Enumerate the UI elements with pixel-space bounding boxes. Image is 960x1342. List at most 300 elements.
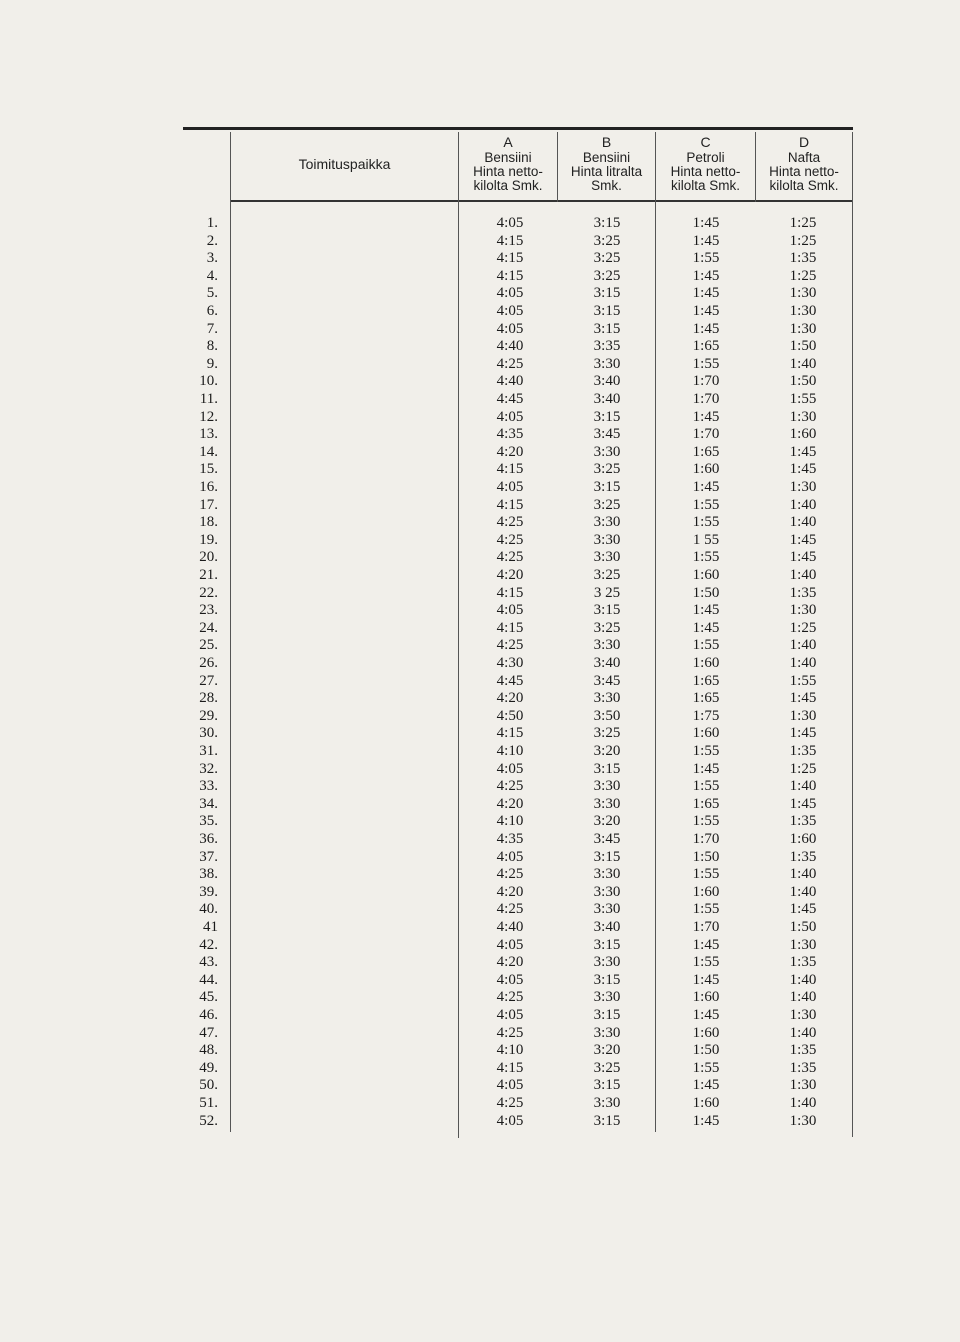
price-c: 1:45 (692, 285, 720, 302)
row-number: 42. (199, 936, 218, 953)
table-row (0, 303, 960, 321)
column-unit: Hinta netto- (473, 164, 543, 179)
price-d: 1:30 (789, 479, 817, 495)
price-a: 4:10 (496, 813, 524, 830)
price-a: 4:25 (496, 549, 524, 566)
price-b: 3:15 (593, 285, 621, 302)
price-a: 4:15 (496, 584, 524, 601)
row-number: 41 (203, 919, 218, 935)
row-number: 13. (199, 426, 218, 443)
price-c: 1:45 (692, 971, 720, 988)
price-b: 3:45 (593, 426, 621, 443)
price-c: 1:45 (692, 303, 720, 319)
row-number: 30. (199, 725, 218, 742)
price-c: 1:45 (692, 267, 720, 284)
row-number: 1. (206, 215, 218, 231)
price-a: 4:20 (496, 443, 524, 460)
table-row (0, 497, 960, 515)
price-a: 4:15 (496, 496, 524, 513)
price-b: 3:30 (593, 637, 621, 654)
header-column-a (459, 131, 557, 197)
table-row (0, 514, 960, 532)
price-c: 1:70 (692, 373, 720, 390)
price-b: 3:20 (593, 813, 621, 830)
price-b: 3:30 (593, 514, 621, 531)
table-row (0, 321, 960, 339)
price-a: 4:30 (496, 655, 524, 671)
column-letter: B (601, 134, 612, 150)
price-a: 4:05 (496, 602, 524, 619)
price-b: 3:15 (593, 1077, 621, 1094)
table-row (0, 532, 960, 550)
price-c: 1:70 (692, 426, 720, 443)
price-a: 4:25 (496, 637, 524, 654)
column-unit: Hinta litralta (570, 164, 643, 179)
price-d: 1:35 (789, 743, 817, 759)
column-name: Bensiini (484, 150, 532, 165)
price-d: 1:30 (789, 303, 817, 319)
column-letter: C (700, 134, 711, 150)
price-d: 1:25 (789, 760, 817, 777)
row-number: 21. (199, 567, 218, 583)
price-c: 1:45 (692, 760, 720, 777)
price-a: 4:10 (496, 743, 524, 759)
row-number: 16. (199, 479, 218, 495)
price-a: 4:25 (496, 1024, 524, 1041)
price-d: 1:30 (789, 1007, 817, 1023)
price-b: 3:30 (593, 778, 621, 795)
price-c: 1:60 (692, 655, 720, 671)
price-a: 4:20 (496, 954, 524, 971)
price-d: 1:45 (789, 443, 817, 460)
row-number: 52. (199, 1112, 218, 1129)
price-a: 4:25 (496, 531, 524, 548)
table-row (0, 849, 960, 867)
row-number: 9. (206, 355, 218, 372)
price-d: 1:35 (789, 813, 817, 830)
price-b: 3:35 (593, 338, 621, 355)
row-number: 20. (199, 549, 218, 566)
price-a: 4:20 (496, 690, 524, 707)
price-c: 1:65 (692, 690, 720, 707)
price-d: 1:40 (789, 1095, 817, 1111)
price-b: 3:30 (593, 549, 621, 566)
price-b: 3:25 (593, 267, 621, 284)
price-b: 3:25 (593, 250, 621, 267)
table-row (0, 901, 960, 919)
price-c: 1:45 (692, 1112, 720, 1129)
price-b: 3:30 (593, 443, 621, 460)
row-number: 22. (199, 584, 218, 601)
row-number: 23. (199, 602, 218, 619)
table-row (0, 373, 960, 391)
price-a: 4:25 (496, 989, 524, 1006)
row-number: 5. (206, 285, 218, 302)
column-unit: kilolta Smk. (473, 178, 543, 193)
table-row (0, 954, 960, 972)
price-b: 3:20 (593, 1042, 621, 1059)
price-d: 1:40 (789, 778, 817, 795)
price-d: 1:60 (789, 831, 817, 847)
price-c: 1:45 (692, 1077, 720, 1094)
row-number: 49. (199, 1059, 218, 1076)
table-row (0, 743, 960, 761)
price-d: 1:40 (789, 655, 817, 671)
price-a: 4:45 (496, 391, 524, 407)
price-a: 4:05 (496, 320, 524, 337)
price-b: 3:15 (593, 760, 621, 777)
price-b: 3:25 (593, 567, 621, 583)
price-a: 4:40 (496, 919, 524, 935)
price-a: 4:05 (496, 215, 524, 231)
table-row (0, 356, 960, 374)
price-b: 3:30 (593, 901, 621, 918)
price-b: 3:15 (593, 936, 621, 953)
price-b: 3:45 (593, 672, 621, 689)
price-c: 1:55 (692, 813, 720, 830)
table-row (0, 796, 960, 814)
price-a: 4:25 (496, 514, 524, 531)
price-b: 3:15 (593, 848, 621, 865)
row-number: 32. (199, 760, 218, 777)
table-row (0, 549, 960, 567)
row-number: 46. (199, 1007, 218, 1023)
table-row (0, 813, 960, 831)
table-row (0, 884, 960, 902)
row-number: 6. (206, 303, 218, 319)
table-row (0, 708, 960, 726)
table-row (0, 620, 960, 638)
row-number: 12. (199, 408, 218, 425)
row-number: 48. (199, 1042, 218, 1059)
table-row (0, 831, 960, 849)
price-c: 1:60 (692, 883, 720, 900)
price-d: 1:35 (789, 250, 817, 267)
price-d: 1:50 (789, 919, 817, 935)
price-b: 3:30 (593, 531, 621, 548)
price-b: 3:15 (593, 479, 621, 495)
price-a: 4:45 (496, 672, 524, 689)
header-column-b (558, 131, 655, 197)
price-d: 1:30 (789, 285, 817, 302)
price-b: 3:15 (593, 215, 621, 231)
price-a: 4:35 (496, 426, 524, 443)
table-row (0, 725, 960, 743)
table-row (0, 655, 960, 673)
price-a: 4:25 (496, 866, 524, 883)
price-b: 3:30 (593, 355, 621, 372)
header-column-d (756, 131, 852, 197)
row-number: 3. (206, 250, 218, 267)
table-row (0, 1042, 960, 1060)
price-b: 3:30 (593, 795, 621, 812)
price-a: 4:15 (496, 725, 524, 742)
price-a: 4:05 (496, 936, 524, 953)
row-number: 18. (199, 514, 218, 531)
price-b: 3:25 (593, 232, 621, 249)
row-number: 34. (199, 795, 218, 812)
table-row (0, 444, 960, 462)
price-d: 1:30 (789, 936, 817, 953)
price-d: 1:35 (789, 848, 817, 865)
price-c: 1:50 (692, 848, 720, 865)
table-row (0, 285, 960, 303)
price-c: 1:45 (692, 602, 720, 619)
price-a: 4:15 (496, 232, 524, 249)
price-d: 1:30 (789, 408, 817, 425)
table-row (0, 1095, 960, 1113)
price-c: 1:45 (692, 320, 720, 337)
row-number: 50. (199, 1077, 218, 1094)
column-unit: kilolta Smk. (670, 178, 741, 193)
price-b: 3:15 (593, 408, 621, 425)
price-b: 3:15 (593, 320, 621, 337)
price-d: 1:35 (789, 1059, 817, 1076)
price-d: 1:25 (789, 215, 817, 231)
price-d: 1:45 (789, 725, 817, 742)
price-d: 1:25 (789, 619, 817, 636)
table-row (0, 866, 960, 884)
column-unit: Hinta netto- (670, 164, 741, 179)
price-d: 1:30 (789, 602, 817, 619)
price-b: 3:30 (593, 989, 621, 1006)
column-unit: Smk. (591, 178, 622, 193)
price-b: 3:25 (593, 496, 621, 513)
price-a: 4:05 (496, 1007, 524, 1023)
price-a: 4:25 (496, 1095, 524, 1111)
row-number: 51. (199, 1095, 218, 1111)
price-b: 3:15 (593, 1007, 621, 1023)
price-d: 1:30 (789, 707, 817, 724)
row-number: 28. (199, 690, 218, 707)
price-a: 4:05 (496, 479, 524, 495)
header-toimituspaikka: Toimituspaikka (298, 156, 391, 172)
price-b: 3:30 (593, 866, 621, 883)
price-d: 1:35 (789, 1042, 817, 1059)
price-c: 1:70 (692, 391, 720, 407)
price-b: 3:40 (593, 919, 621, 935)
price-b: 3:15 (593, 971, 621, 988)
price-a: 4:25 (496, 778, 524, 795)
column-name: Petroli (686, 150, 725, 165)
price-c: 1:60 (692, 989, 720, 1006)
price-c: 1:65 (692, 672, 720, 689)
table-row (0, 1060, 960, 1078)
price-c: 1:55 (692, 954, 720, 971)
table-row (0, 761, 960, 779)
price-c: 1:55 (692, 549, 720, 566)
price-a: 4:10 (496, 1042, 524, 1059)
table-row (0, 1077, 960, 1095)
price-b: 3:25 (593, 619, 621, 636)
price-a: 4:15 (496, 619, 524, 636)
table-row (0, 1025, 960, 1043)
price-d: 1:30 (789, 320, 817, 337)
price-a: 4:05 (496, 971, 524, 988)
price-d: 1:45 (789, 690, 817, 707)
table-row (0, 409, 960, 427)
price-c: 1:60 (692, 1095, 720, 1111)
price-d: 1:25 (789, 232, 817, 249)
table-row (0, 567, 960, 585)
price-d: 1:45 (789, 901, 817, 918)
price-a: 4:05 (496, 408, 524, 425)
table-row (0, 972, 960, 990)
row-number: 40. (199, 901, 218, 918)
price-c: 1:55 (692, 1059, 720, 1076)
table-row (0, 1113, 960, 1131)
price-b: 3:40 (593, 373, 621, 390)
table-row (0, 919, 960, 937)
price-b: 3:15 (593, 303, 621, 319)
table-row (0, 778, 960, 796)
price-b: 3:50 (593, 707, 621, 724)
price-b: 3:40 (593, 391, 621, 407)
price-c: 1:60 (692, 461, 720, 478)
price-d: 1:60 (789, 426, 817, 443)
price-b: 3:25 (593, 1059, 621, 1076)
table-row (0, 637, 960, 655)
price-c: 1:45 (692, 619, 720, 636)
price-b: 3 25 (593, 584, 621, 601)
price-d: 1:40 (789, 355, 817, 372)
table-top-rule (183, 127, 853, 130)
price-a: 4:05 (496, 285, 524, 302)
row-number: 29. (199, 707, 218, 724)
price-b: 3:15 (593, 602, 621, 619)
price-d: 1:25 (789, 267, 817, 284)
price-a: 4:15 (496, 250, 524, 267)
price-d: 1:45 (789, 531, 817, 548)
price-c: 1:45 (692, 936, 720, 953)
row-number: 4. (206, 267, 218, 284)
row-number: 11. (199, 391, 218, 407)
row-number: 27. (199, 672, 218, 689)
row-number: 2. (206, 232, 218, 249)
price-c: 1:65 (692, 795, 720, 812)
column-letter: A (503, 134, 513, 150)
price-c: 1:70 (692, 831, 720, 847)
price-d: 1:40 (789, 989, 817, 1006)
table-row (0, 937, 960, 955)
price-c: 1:55 (692, 355, 720, 372)
price-d: 1:35 (789, 584, 817, 601)
row-number: 14. (199, 443, 218, 460)
row-number: 26. (199, 655, 218, 671)
row-number: 37. (199, 848, 218, 865)
row-number: 19. (199, 531, 218, 548)
price-b: 3:40 (593, 655, 621, 671)
price-a: 4:25 (496, 355, 524, 372)
price-d: 1:40 (789, 971, 817, 988)
price-b: 3:30 (593, 690, 621, 707)
column-letter: D (798, 134, 810, 150)
table-row (0, 338, 960, 356)
price-c: 1:55 (692, 250, 720, 267)
table-row (0, 479, 960, 497)
price-d: 1:50 (789, 373, 817, 390)
price-a: 4:20 (496, 795, 524, 812)
price-b: 3:30 (593, 1024, 621, 1041)
price-a: 4:20 (496, 567, 524, 583)
price-c: 1:60 (692, 725, 720, 742)
price-c: 1:45 (692, 215, 720, 231)
price-c: 1:45 (692, 408, 720, 425)
price-a: 4:15 (496, 267, 524, 284)
row-number: 10. (199, 373, 218, 390)
price-d: 1:40 (789, 1024, 817, 1041)
column-unit: kilolta Smk. (769, 178, 839, 193)
table-row (0, 215, 960, 233)
table-row (0, 461, 960, 479)
price-c: 1:55 (692, 496, 720, 513)
price-d: 1:40 (789, 514, 817, 531)
price-c: 1:45 (692, 232, 720, 249)
price-a: 4:50 (496, 707, 524, 724)
column-unit: Hinta netto- (769, 164, 839, 179)
row-number: 35. (199, 813, 218, 830)
price-c: 1:60 (692, 567, 720, 583)
price-c: 1 55 (692, 531, 720, 548)
price-c: 1:75 (692, 707, 720, 724)
price-a: 4:05 (496, 1077, 524, 1094)
table-row (0, 1007, 960, 1025)
price-b: 3:30 (593, 954, 621, 971)
row-number: 17. (199, 496, 218, 513)
table-row (0, 585, 960, 603)
price-c: 1:60 (692, 1024, 720, 1041)
row-number: 45. (199, 989, 218, 1006)
price-c: 1:55 (692, 514, 720, 531)
price-d: 1:30 (789, 1077, 817, 1094)
price-a: 4:15 (496, 1059, 524, 1076)
price-c: 1:50 (692, 584, 720, 601)
table-row (0, 250, 960, 268)
price-d: 1:50 (789, 338, 817, 355)
price-c: 1:65 (692, 338, 720, 355)
row-number: 44. (199, 971, 218, 988)
price-a: 4:20 (496, 883, 524, 900)
row-number: 43. (199, 954, 218, 971)
price-a: 4:40 (496, 338, 524, 355)
price-d: 1:40 (789, 496, 817, 513)
price-c: 1:55 (692, 778, 720, 795)
column-name: Bensiini (582, 150, 631, 165)
table-row (0, 690, 960, 708)
price-c: 1:55 (692, 637, 720, 654)
price-c: 1:55 (692, 901, 720, 918)
price-d: 1:45 (789, 795, 817, 812)
price-b: 3:15 (593, 1112, 621, 1129)
table-row (0, 391, 960, 409)
row-number: 47. (199, 1024, 218, 1041)
price-b: 3:30 (593, 883, 621, 900)
row-number: 31. (199, 743, 218, 759)
price-d: 1:55 (789, 391, 817, 407)
price-a: 4:05 (496, 303, 524, 319)
table-row (0, 268, 960, 286)
price-c: 1:45 (692, 479, 720, 495)
row-number: 39. (199, 883, 218, 900)
price-c: 1:70 (692, 919, 720, 935)
row-number: 33. (199, 778, 218, 795)
price-b: 3:25 (593, 725, 621, 742)
price-a: 4:15 (496, 461, 524, 478)
row-number: 38. (199, 866, 218, 883)
price-b: 3:25 (593, 461, 621, 478)
price-d: 1:45 (789, 549, 817, 566)
row-number: 8. (206, 338, 218, 355)
